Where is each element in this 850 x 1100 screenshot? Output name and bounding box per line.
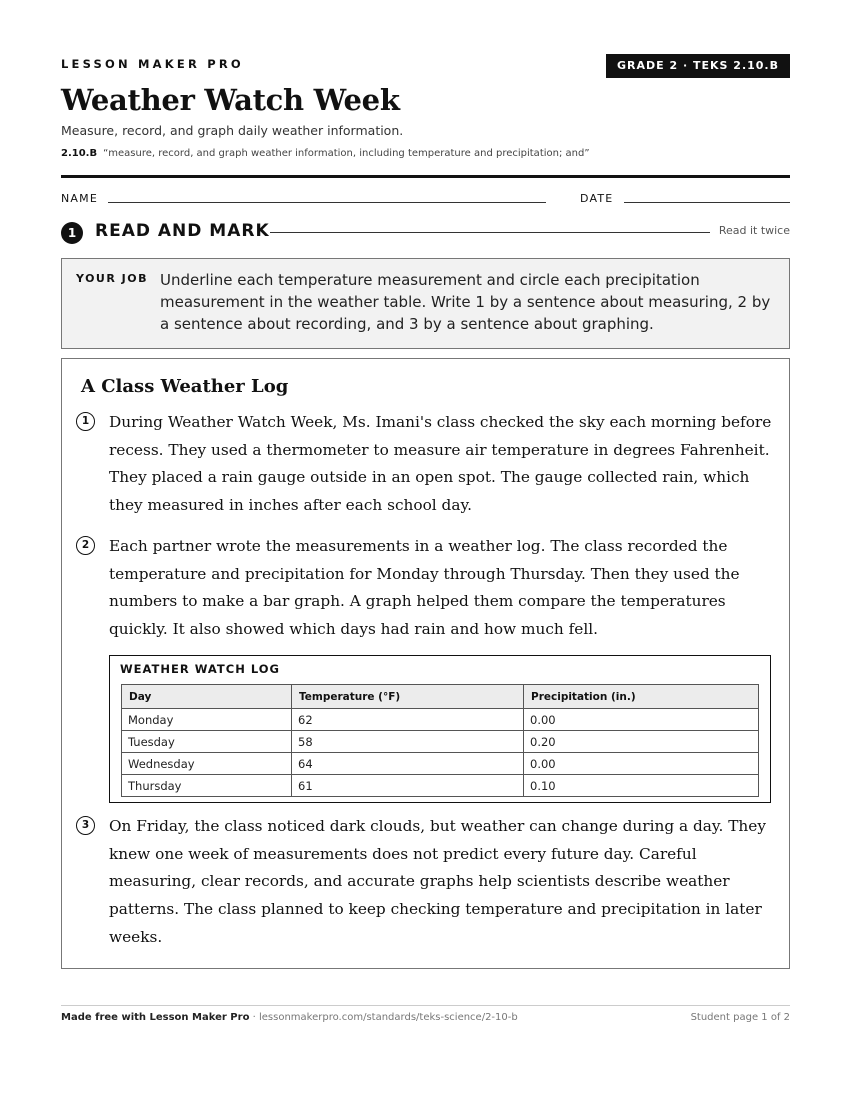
table-row	[122, 753, 759, 775]
column-header-day: Day	[122, 685, 292, 709]
page-title: Weather Watch Week	[61, 83, 400, 117]
section-header	[61, 220, 790, 244]
precipitation-cell[interactable]: 0.00	[524, 709, 759, 731]
reading-passage-box	[61, 358, 790, 969]
weather-log-box	[109, 655, 771, 803]
day-cell: Wednesday	[122, 753, 292, 775]
footer-page-info: Student page 1 of 2	[690, 1012, 790, 1023]
section-divider	[270, 232, 710, 233]
page-subtitle: Measure, record, and graph daily weather information.	[61, 123, 404, 138]
job-instructions-box	[61, 258, 790, 349]
brand-name: LESSON MAKER PRO	[61, 57, 244, 71]
paragraph-number-marker: 3	[76, 816, 95, 835]
name-field[interactable]	[108, 202, 546, 203]
table-row	[122, 775, 759, 797]
date-label: DATE	[580, 192, 614, 205]
standard-line	[61, 148, 590, 159]
day-cell: Thursday	[122, 775, 292, 797]
temperature-cell[interactable]: 58	[292, 731, 524, 753]
reading-paragraph[interactable]: During Weather Watch Week, Ms. Imani's class checked the sky each morning before recess. They used a thermometer to measure air temperature in degrees Fahrenheit. They placed a rain gauge outside in an open spot. The gauge collected rain, which they measured in inches after each school day.	[109, 413, 772, 515]
grade-badge: GRADE 2 · TEKS 2.10.B	[606, 54, 790, 78]
paragraph-number-marker: 2	[76, 536, 95, 555]
footer-made-with: Made free with Lesson Maker Pro	[61, 1012, 250, 1023]
name-label: NAME	[61, 192, 98, 205]
footer-divider	[61, 1005, 790, 1006]
footer-separator: ·	[252, 1012, 256, 1023]
section-note: Read it twice	[718, 224, 790, 237]
standard-code: 2.10.B	[61, 148, 98, 159]
standard-text: “measure, record, and graph weather information, including temperature and precipitation; and”	[103, 148, 590, 159]
paragraph-number-marker: 1	[76, 412, 95, 431]
reading-paragraph[interactable]: On Friday, the class noticed dark clouds, but weather can change during a day. They knew one week of measurements does not predict every future day. Careful measuring, clear records, and accurate graphs help scientists describe weather patterns. The class planned to keep checking temperature and precipitation in later weeks.	[109, 817, 766, 946]
date-field[interactable]	[624, 202, 790, 203]
footer-url[interactable]: lessonmakerpro.com/standards/teks-science/2-10-b	[259, 1012, 518, 1023]
job-text: Underline each temperature measurement and circle each precipitation measurement in the weather table. Write 1 by a sentence about measuring, 2 by a sentence about recording, and 3 by a sentence about graphing.	[160, 271, 771, 333]
temperature-cell[interactable]: 62	[292, 709, 524, 731]
table-row	[122, 709, 759, 731]
table-row	[122, 731, 759, 753]
precipitation-cell[interactable]: 0.00	[524, 753, 759, 775]
footer-credit	[61, 1012, 518, 1023]
section-title: READ AND MARK	[95, 221, 270, 241]
reading-paragraph[interactable]: Each partner wrote the measurements in a weather log. The class recorded the temperature and precipitation for Monday through Thursday. Then they used the numbers to make a bar graph. A graph helped them compare the temperatures quickly. It also showed which days had rain and how much fell.	[109, 537, 740, 639]
weather-log-table	[121, 684, 759, 797]
table-header-row	[122, 685, 759, 709]
day-cell: Monday	[122, 709, 292, 731]
name-date-row	[61, 192, 790, 206]
reading-title: A Class Weather Log	[81, 376, 289, 397]
precipitation-cell[interactable]: 0.20	[524, 731, 759, 753]
header-divider	[61, 175, 790, 178]
weather-log-title: WEATHER WATCH LOG	[120, 662, 280, 676]
day-cell: Tuesday	[122, 731, 292, 753]
temperature-cell[interactable]: 61	[292, 775, 524, 797]
precipitation-cell[interactable]: 0.10	[524, 775, 759, 797]
job-label: YOUR JOB	[76, 272, 148, 285]
section-number-badge: 1	[61, 222, 83, 244]
temperature-cell[interactable]: 64	[292, 753, 524, 775]
column-header-precipitation: Precipitation (in.)	[524, 685, 759, 709]
column-header-temperature: Temperature (°F)	[292, 685, 524, 709]
